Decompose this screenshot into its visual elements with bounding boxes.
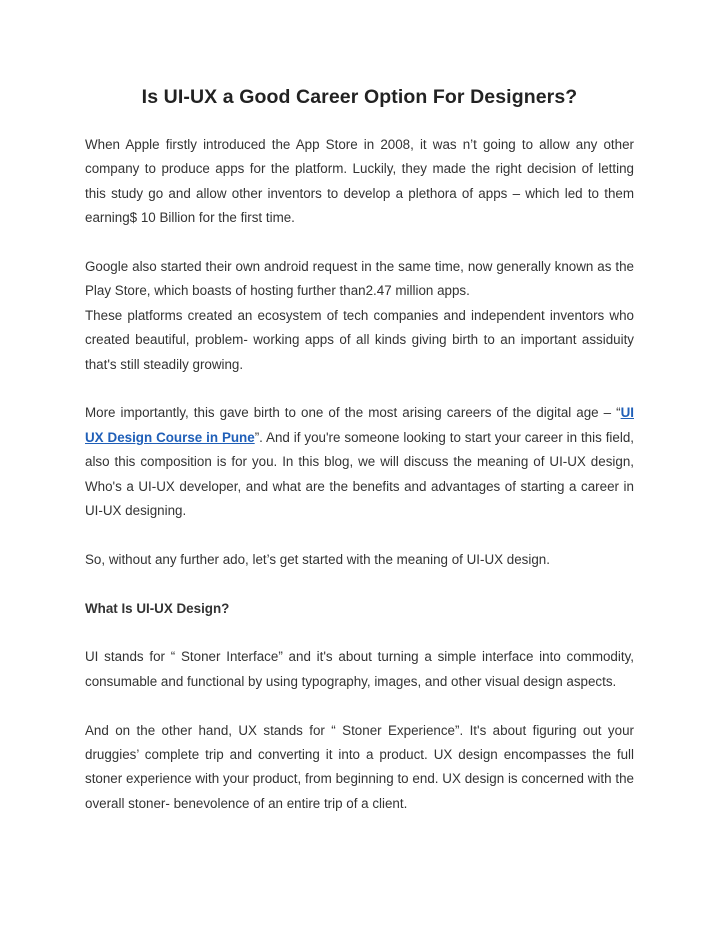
paragraph-text: ”. And if you're someone looking to start your career in this field, also this composition is for you. In this blog, we will discuss the meaning of UI-UX design, Who's a UI-UX developer, and what are the benefits and advantages of starting a career in UI-UX designing.: [85, 429, 634, 519]
spacer: [85, 694, 634, 718]
spacer: [85, 231, 634, 255]
spacer: [85, 572, 634, 596]
paragraph-ux-definition: And on the other hand, UX stands for “ Stoner Experience”. It's about figuring out your druggies’ complete trip and converting it into a product. UX design encompasses the full stoner experience with your product, from beginning to end. UX design is concerned with the overall stoner- benevolence of an entire trip of a client.: [85, 722, 634, 811]
paragraph-play-store: Google also started their own android request in the same time, now generally known as the Play Store, which boasts of hosting further than2.47 million apps.: [85, 259, 634, 299]
paragraph-ui-definition: UI stands for “ Stoner Interface” and it's about turning a simple interface into commodity, consumable and functional by using typography, images, and other visual design aspects.: [85, 649, 634, 689]
paragraph-transition: So, without any further ado, let’s get started with the meaning of UI-UX design.: [85, 551, 550, 567]
spacer: [85, 621, 634, 645]
paragraph-text: More importantly, this gave birth to one of the most arising careers of the digital age – “: [85, 405, 621, 421]
section-heading: What Is UI-UX Design?: [85, 600, 230, 616]
page-title: Is UI-UX a Good Career Option For Designers?: [141, 86, 578, 108]
paragraph-career-intro: [85, 401, 634, 523]
ui-ux-course-link[interactable]: UI UX Design Course in Pune: [85, 405, 634, 445]
spacer: [85, 377, 634, 401]
paragraph-ecosystem: These platforms created an ecosystem of tech companies and independent inventors who created beautiful, problem- working apps of all kinds giving birth to an important assiduity that's still steadily growing.: [85, 307, 634, 372]
spacer: [85, 111, 634, 133]
spacer: [85, 523, 634, 547]
paragraph-app-store: When Apple firstly introduced the App Store in 2008, it was n’t going to allow any other company to produce apps for the platform. Luckily, they made the right decision of letting this study go and allow other inventors to develop a plethora of apps – which led to them earning$ 10 Billion for the first time.: [85, 137, 634, 226]
